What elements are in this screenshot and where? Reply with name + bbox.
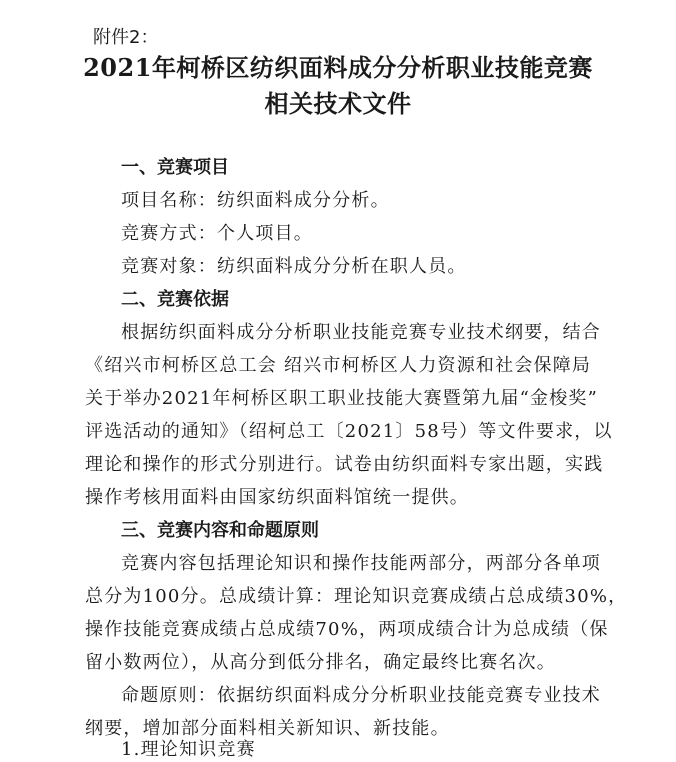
section-heading-2: 二、竞赛依据 (121, 289, 229, 310)
paragraph-line: 关于举办2021年柯桥区职工职业技能大赛暨第九届“金梭奖” (85, 388, 599, 409)
subsection-heading: 1.理论知识竞赛 (121, 739, 256, 760)
paragraph-line: 总分为100分。总成绩计算：理论知识竞赛成绩占总成绩30%， (85, 586, 628, 607)
paragraph-line: 竞赛对象：纺织面料成分分析在职人员。 (121, 256, 467, 277)
document-title-line1: 2021年柯桥区纺织面料成分分析职业技能竞赛 (83, 53, 593, 82)
paragraph-line: 项目名称：纺织面料成分分析。 (121, 190, 390, 211)
document-title-line2: 相关技术文件 (264, 89, 412, 118)
paragraph-line: 操作技能竞赛成绩占总成绩70%，两项成绩合计为总成绩（保 (85, 619, 609, 640)
paragraph-line: 命题原则：依据纺织面料成分分析职业技能竞赛专业技术 (121, 685, 601, 706)
paragraph-line: 根据纺织面料成分分析职业技能竞赛专业技术纲要，结合 (121, 322, 601, 343)
paragraph-line: 理论和操作的形式分别进行。试卷由纺织面料专家出题，实践 (85, 454, 604, 475)
paragraph-line: 评选活动的通知》（绍柯总工〔2021〕58号）等文件要求，以 (85, 421, 613, 442)
section-heading-1: 一、竞赛项目 (121, 157, 229, 178)
section-heading-3: 三、竞赛内容和命题原则 (121, 520, 319, 541)
paragraph-line: 纲要，增加部分面料相关新知识、新技能。 (85, 718, 450, 739)
paragraph-line: 《绍兴市柯桥区总工会 绍兴市柯桥区人力资源和社会保障局 (85, 355, 592, 376)
attachment-label: 附件2： (93, 27, 159, 48)
paragraph-line: 竞赛方式：个人项目。 (121, 223, 313, 244)
paragraph-line: 留小数两位），从高分到低分排名，确定最终比赛名次。 (85, 652, 556, 673)
paragraph-line: 竞赛内容包括理论知识和操作技能两部分，两部分各单项 (121, 553, 601, 574)
paragraph-line: 操作考核用面料由国家纺织面料馆统一提供。 (85, 487, 469, 508)
